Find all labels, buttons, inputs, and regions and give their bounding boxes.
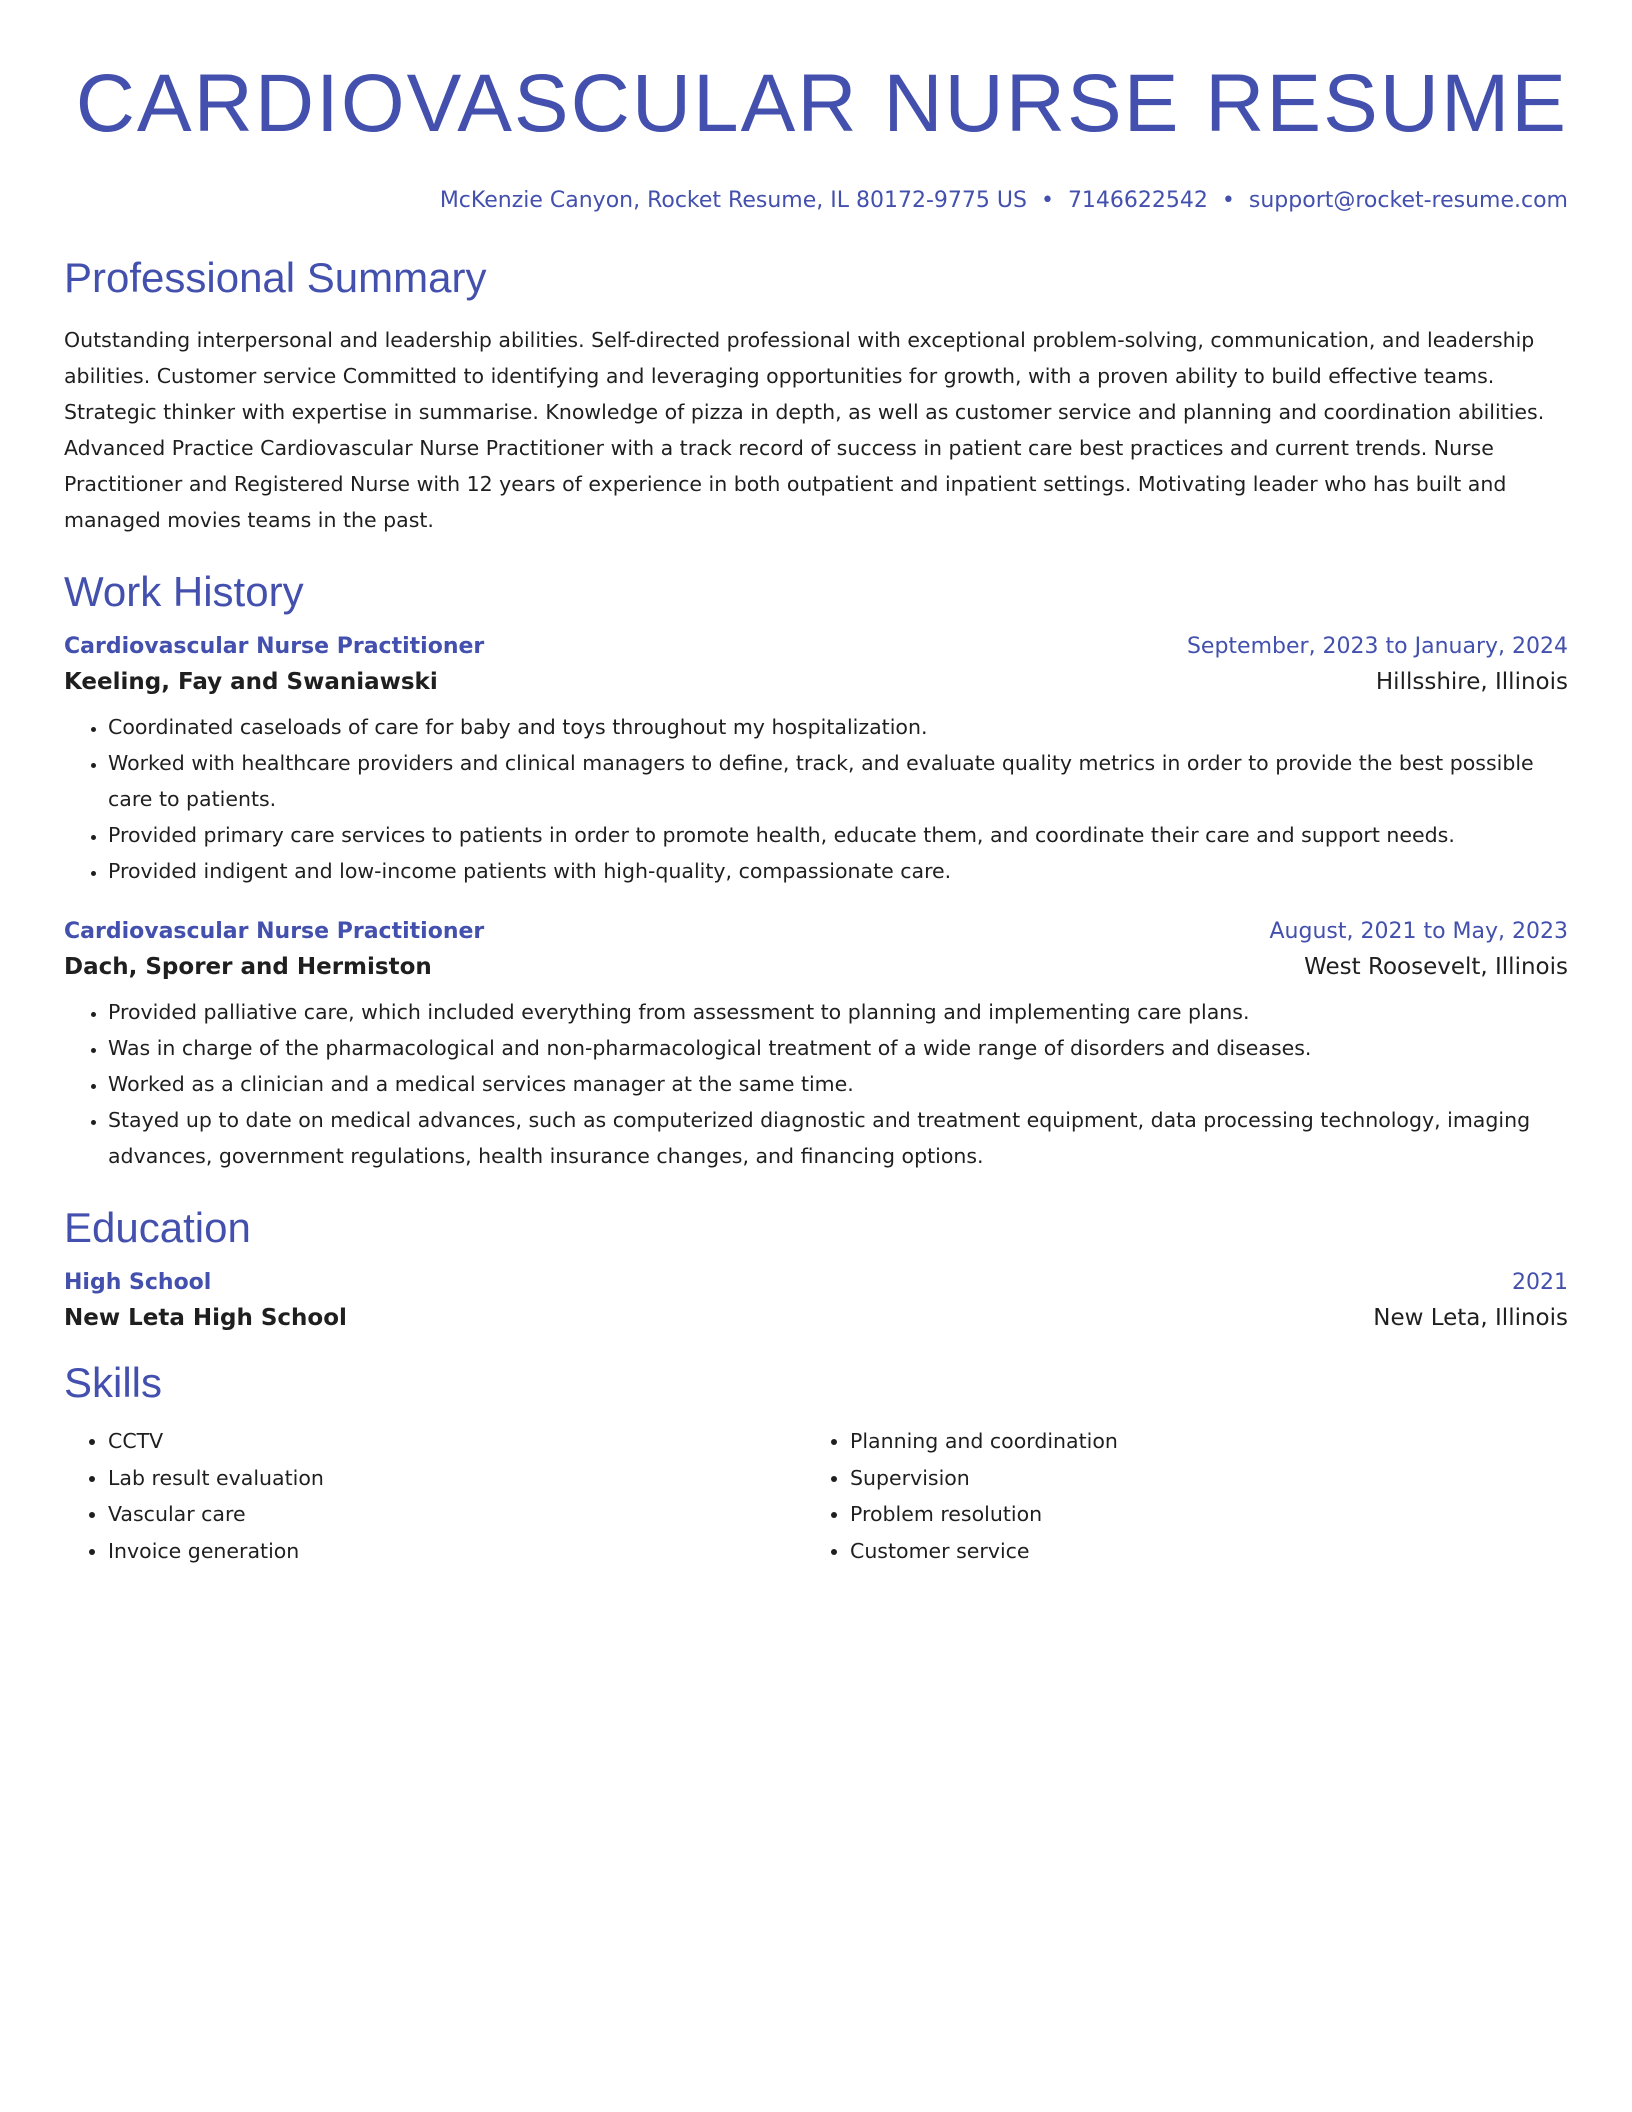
skill-item: • Planning and coordination [850,1423,1548,1460]
job-dates: September, 2023 to January, 2024 [1186,634,1568,659]
skill-item: • Lab result evaluation [108,1460,806,1497]
section-title-summary: Professional Summary [64,254,487,301]
skill-item: • Supervision [850,1460,1548,1497]
skills-columns [64,1423,1568,1569]
skills-list-left [64,1423,806,1569]
job-entry [64,634,1568,889]
resume-page [64,0,1568,1569]
section-title-skills: Skills [64,1359,163,1406]
contact-phone: 7146622542 [1067,188,1208,213]
section-title-work: Work History [64,568,304,615]
job-bullets [64,994,1568,1174]
work-history-section [64,566,1568,1174]
skill-item: • Invoice generation [108,1533,806,1570]
summary-section [64,252,1568,538]
skill-item: • Problem resolution [850,1496,1548,1533]
contact-address: McKenzie Canyon, Rocket Resume, IL 80172-9775 US [439,188,1027,213]
job-company: Dach, Sporer and Hermiston [64,954,432,980]
skill-item: • Vascular care [108,1496,806,1533]
education-location: New Leta, Illinois [1373,1305,1568,1331]
skill-item: • CCTV [108,1423,806,1460]
contact-email: support@rocket-resume.com [1248,188,1568,213]
contact-line [64,186,1568,216]
education-header [64,1270,1568,1295]
resume-name: CARDIOVASCULAR NURSE RESUME [75,58,1568,149]
list-item: • Coordinated caseloads of care for baby and toys throughout my hospitalization. [108,709,1568,745]
list-item: • Provided palliative care, which included everything from assessment to planning and implementing care plans. [108,994,1568,1030]
job-title: Cardiovascular Nurse Practitioner [64,919,485,944]
list-item: • Was in charge of the pharmacological and non-pharmacological treatment of a wide range of disorders and diseases. [108,1030,1568,1066]
job-company-row [64,669,1568,695]
contact-separator: • [1221,188,1235,213]
list-item: • Provided indigent and low-income patients with high-quality, compassionate care. [108,853,1568,889]
skills-list-right [806,1423,1548,1569]
list-item: • Provided primary care services to patients in order to promote health, educate them, and coordinate their care and support needs. [108,817,1568,853]
education-section [64,1202,1568,1331]
job-entry [64,919,1568,1174]
summary-text: Outstanding interpersonal and leadership abilities. Self-directed professional with exceptional problem-solving, communication, and leadership abilities. Customer service Committed to identifying and leveraging opportunities for growth, with a proven ability to build effective teams. Strategic thinker with expertise in summarise. Knowledge of pizza in depth, as well as customer service and planning and coordination abilities. Advanced Practice Cardiovascular Nurse Practitioner with a track record of success in patient care best practices and current trends. Nurse Practitioner and Registered Nurse with 12 years of experience in both outpatient and inpatient settings. Motivating leader who has built and managed movies teams in the past. [64,328,1545,532]
job-location: Hillsshire, Illinois [1375,669,1568,695]
section-title-education: Education [64,1204,251,1251]
job-bullets [64,709,1568,889]
skills-section [64,1357,1568,1569]
job-header [64,919,1568,944]
skill-item: • Customer service [850,1533,1548,1570]
education-school-row [64,1305,1568,1331]
job-title: Cardiovascular Nurse Practitioner [64,634,485,659]
job-company-row [64,954,1568,980]
job-header [64,634,1568,659]
list-item: • Worked as a clinician and a medical services manager at the same time. [108,1066,1568,1102]
job-dates: August, 2021 to May, 2023 [1269,919,1568,944]
job-location: West Roosevelt, Illinois [1304,954,1568,980]
list-item: • Stayed up to date on medical advances, such as computerized diagnostic and treatment equipment, data processing technology, imaging advances, government regulations, health insurance changes, and financing options. [108,1102,1568,1174]
contact-separator: • [1040,188,1054,213]
education-degree: High School [64,1270,212,1295]
education-school: New Leta High School [64,1305,347,1331]
job-company: Keeling, Fay and Swaniawski [64,669,438,695]
list-item: • Worked with healthcare providers and clinical managers to define, track, and evaluate quality metrics in order to provide the best possible care to patients. [108,745,1568,817]
education-year: 2021 [1512,1270,1568,1295]
